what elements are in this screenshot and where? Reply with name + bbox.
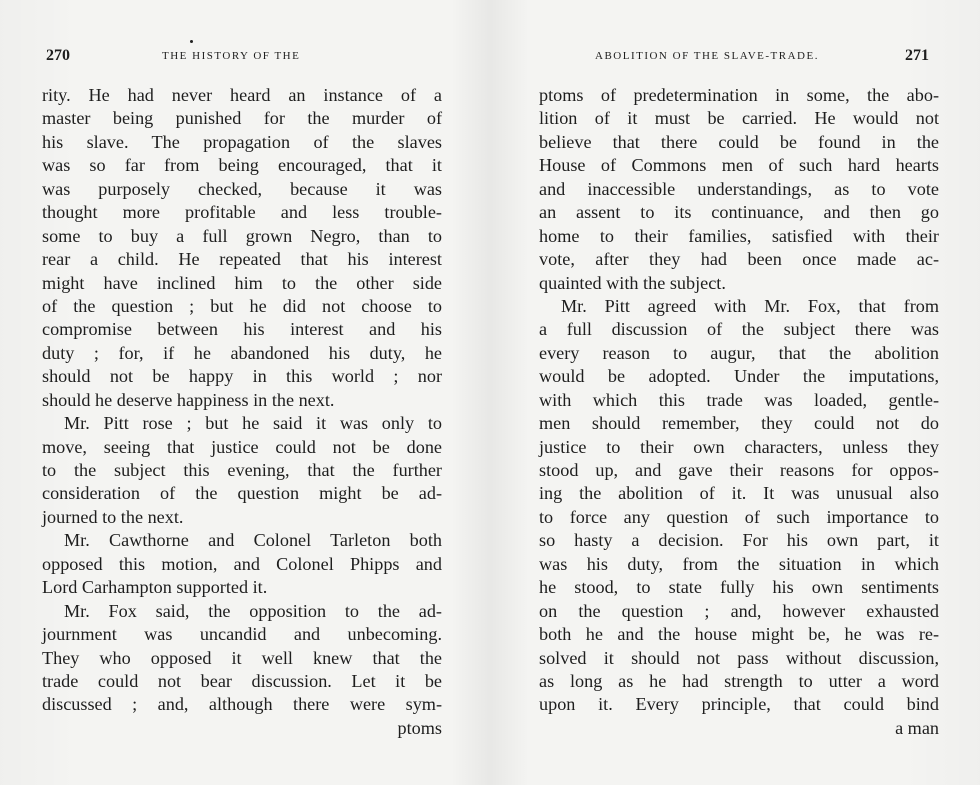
- text-line: Mr. Pitt rose ; but he said it was only to: [64, 413, 442, 434]
- text-line: on the question ; and, however exhausted: [539, 600, 939, 621]
- text-line: master being punished for the murder of: [42, 108, 442, 129]
- text-column: [42, 84, 442, 740]
- text-line: men should remember, they could not do: [539, 413, 939, 434]
- text-line: as long as he had strength to utter a word: [539, 670, 939, 691]
- text-line: so hasty a decision. For his own part, it: [539, 530, 939, 551]
- text-line: ing the abolition of it. It was unusual also: [539, 483, 939, 504]
- text-line: some to buy a full grown Negro, than to: [42, 225, 442, 246]
- text-line: rity. He had never heard an instance of a: [42, 85, 442, 105]
- text-line: and inaccessible understandings, as to vote: [539, 178, 939, 199]
- text-line: Mr. Fox said, the opposition to the ad-: [64, 600, 442, 621]
- text-line: upon it. Every principle, that could bind: [539, 694, 939, 715]
- text-line: quainted with the subject.: [539, 272, 726, 293]
- text-line: a full discussion of the subject there was: [539, 319, 939, 340]
- text-line: stood up, and gave their reasons for oppos-: [539, 460, 939, 480]
- text-line: believe that there could be found in the: [539, 131, 939, 152]
- text-line: trade could not bear discussion. Let it be: [42, 670, 442, 691]
- text-line: move, seeing that justice could not be done: [42, 436, 442, 457]
- text-column: [539, 84, 939, 740]
- page-number: 271: [905, 47, 929, 64]
- text-line: should he deserve happiness in the next.: [42, 389, 335, 410]
- text-line: to force any question of such importance to: [539, 506, 939, 527]
- text-line: was purposely checked, because it was: [42, 178, 442, 199]
- catchword: a man: [895, 717, 939, 738]
- text-line: discussed ; and, although there were sym-: [42, 694, 442, 715]
- text-line: vote, after they had been once made ac-: [539, 249, 939, 270]
- text-line: consideration of the question might be ad-: [42, 483, 442, 504]
- text-line: both he and the house might be, he was re-: [539, 624, 939, 645]
- text-line: thought more profitable and less trouble-: [42, 202, 442, 223]
- text-line: every reason to augur, that the abolition: [539, 342, 939, 363]
- text-line: of the question ; but he did not choose to: [42, 295, 442, 316]
- text-line: Mr. Cawthorne and Colonel Tarleton both: [64, 530, 442, 551]
- text-line: compromise between his interest and his: [42, 319, 442, 340]
- text-line: his slave. The propagation of the slaves: [42, 131, 442, 152]
- text-line: journment was uncandid and unbecoming.: [42, 624, 442, 645]
- text-line: House of Commons men of such hard hearts: [539, 155, 939, 176]
- print-speck: [190, 40, 193, 43]
- text-line: justice to their own characters, unless they: [539, 436, 939, 457]
- text-line: to the subject this evening, that the further: [42, 460, 442, 480]
- text-line: Mr. Pitt agreed with Mr. Fox, that from: [561, 295, 939, 316]
- text-line: was his duty, from the situation in which: [539, 553, 939, 574]
- text-line: ptoms of predetermination in some, the abo-: [539, 85, 939, 105]
- page-number: 270: [46, 47, 70, 64]
- catchword: ptoms: [397, 717, 442, 738]
- text-line: They who opposed it well knew that the: [42, 647, 442, 668]
- text-line: was so far from being encouraged, that it: [42, 155, 442, 176]
- text-line: with which this trade was loaded, gentle-: [539, 389, 939, 410]
- text-line: opposed this motion, and Colonel Phipps and: [42, 553, 442, 574]
- text-line: journed to the next.: [42, 506, 184, 527]
- running-head: THE HISTORY OF THE: [162, 50, 301, 62]
- text-line: home to their families, satisfied with their: [539, 225, 939, 246]
- text-line: Lord Carhampton supported it.: [42, 577, 268, 598]
- text-line: he stood, to state fully his own sentiments: [539, 577, 939, 598]
- text-line: duty ; for, if he abandoned his duty, he: [42, 342, 442, 363]
- text-line: rear a child. He repeated that his interest: [42, 249, 442, 270]
- text-line: an assent to its continuance, and then go: [539, 202, 939, 223]
- text-line: might have inclined him to the other side: [42, 272, 442, 293]
- text-line: solved it should not pass without discussion,: [539, 647, 939, 668]
- running-head: ABOLITION OF THE SLAVE-TRADE.: [595, 50, 819, 62]
- text-line: would be adopted. Under the imputations,: [539, 366, 939, 387]
- text-line: should not be happy in this world ; nor: [42, 366, 442, 387]
- text-line: lition of it must be carried. He would not: [539, 108, 939, 129]
